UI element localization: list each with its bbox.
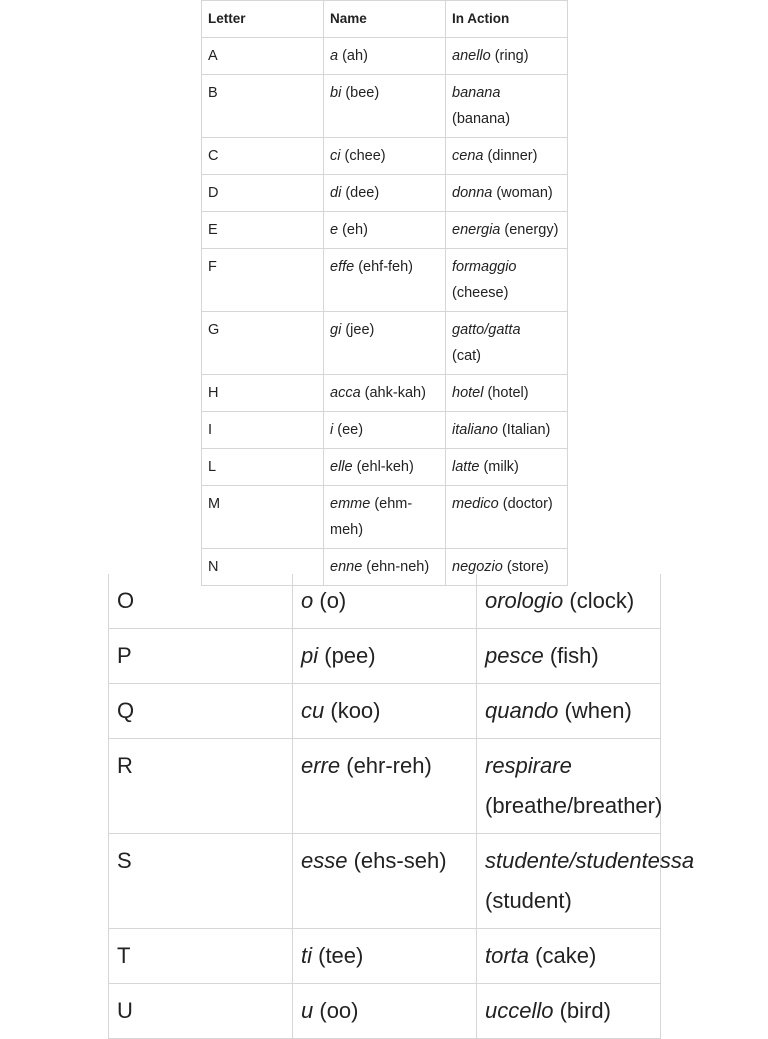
letter-cell: G [202,312,324,375]
example-meaning: (student) [485,888,572,913]
name-word: ti [301,943,312,968]
example-meaning: (hotel) [483,385,529,401]
table-row [202,175,568,212]
letter-cell: I [202,412,324,449]
example-cell [477,834,695,929]
name-cell [324,38,446,75]
letter-cell: L [202,449,324,486]
example-cell [446,486,568,549]
name-pronunciation: (oo) [313,998,359,1023]
table-row [202,138,568,175]
name-cell [324,175,446,212]
example-cell [446,449,568,486]
name-cell [293,739,477,834]
example-word: respirare [485,753,572,778]
example-meaning: (Italian) [497,422,551,438]
letter-cell: Q [109,684,293,739]
example-word: banana [452,85,501,101]
letter-cell: P [109,629,293,684]
example-cell [446,312,568,375]
name-word: bi [330,85,342,101]
example-meaning: (breathe/breather) [485,793,663,818]
example-cell [446,375,568,412]
table-row [202,486,568,549]
example-meaning: (milk) [479,459,519,475]
name-cell [293,629,477,684]
name-word: gi [330,322,342,338]
table-row [202,212,568,249]
letter-cell: T [109,929,293,984]
table-row [202,449,568,486]
header-in-action: In Action [446,1,568,38]
header-name: Name [324,1,446,38]
example-word: latte [452,459,480,475]
name-word: elle [330,459,353,475]
letter-cell: U [109,984,293,1039]
name-pronunciation: (ah) [338,48,368,64]
name-cell [324,486,446,549]
name-cell [324,249,446,312]
name-cell [324,212,446,249]
example-meaning: (dinner) [483,148,538,164]
example-meaning: (banana) [452,111,511,127]
name-pronunciation: (ahk-kah) [360,385,426,401]
letter-cell: E [202,212,324,249]
table-row [109,574,661,629]
example-meaning: (bird) [553,998,611,1023]
name-pronunciation: (chee) [340,148,386,164]
table-row [109,929,661,984]
name-pronunciation: (ehm-meh) [330,496,413,538]
name-word: u [301,998,314,1023]
header-letter: Letter [202,1,324,38]
table-row [202,75,568,138]
example-word: orologio [485,588,564,613]
example-cell [446,175,568,212]
example-word: energia [452,222,501,238]
example-word: hotel [452,385,484,401]
name-pronunciation: (ehs-seh) [347,848,447,873]
example-cell [446,412,568,449]
example-word: anello [452,48,491,64]
example-cell [446,138,568,175]
letter-cell: B [202,75,324,138]
example-cell [477,684,661,739]
letter-cell: O [109,574,293,629]
name-cell [324,375,446,412]
table-row [202,249,568,312]
example-cell [477,574,661,629]
example-word: formaggio [452,259,517,275]
name-cell [293,574,477,629]
example-word: pesce [485,643,544,668]
name-pronunciation: (o) [313,588,347,613]
name-pronunciation: (jee) [341,322,375,338]
table-row [109,834,661,929]
name-word: erre [301,753,341,778]
name-pronunciation: (ehf-feh) [354,259,414,275]
name-pronunciation: (koo) [324,698,381,723]
name-word: a [330,48,339,64]
letter-cell: S [109,834,293,929]
table-row [109,984,661,1039]
name-cell [293,684,477,739]
name-word: emme [330,496,371,512]
table-row [109,684,661,739]
alphabet-table-a-to-n [201,0,568,586]
letter-cell: C [202,138,324,175]
example-word: quando [485,698,559,723]
example-word: medico [452,496,499,512]
letter-cell: D [202,175,324,212]
example-meaning: (ring) [490,48,529,64]
name-cell [324,312,446,375]
table-row [109,739,661,834]
name-cell [324,75,446,138]
example-cell [477,929,661,984]
table-row [202,412,568,449]
example-cell [446,212,568,249]
example-meaning: (fish) [543,643,599,668]
table-header-row [202,1,568,38]
example-word: uccello [485,998,554,1023]
example-word: donna [452,185,493,201]
table-row [202,38,568,75]
name-pronunciation: (pee) [318,643,376,668]
table-row [202,312,568,375]
name-pronunciation: (tee) [312,943,364,968]
example-word: negozio [452,559,503,575]
name-cell [293,984,477,1039]
name-pronunciation: (ehn-neh) [362,559,430,575]
name-word: enne [330,559,363,575]
letter-cell: H [202,375,324,412]
example-meaning: (store) [502,559,549,575]
name-word: e [330,222,339,238]
name-word: ci [330,148,341,164]
example-meaning: (cat) [452,348,481,364]
example-word: italiano [452,422,498,438]
name-word: esse [301,848,348,873]
example-meaning: (cake) [529,943,597,968]
letter-cell: A [202,38,324,75]
name-pronunciation: (eh) [338,222,368,238]
example-cell [477,629,661,684]
name-cell [293,834,477,929]
name-pronunciation: (ee) [333,422,364,438]
name-word: pi [301,643,319,668]
name-word: acca [330,385,361,401]
example-cell [446,75,568,138]
name-pronunciation: (ehr-reh) [340,753,432,778]
example-cell [477,984,661,1039]
letter-cell: F [202,249,324,312]
name-pronunciation: (bee) [341,85,380,101]
example-word: studente/studentessa [485,848,695,873]
example-cell [446,249,568,312]
table-row [202,375,568,412]
example-meaning: (cheese) [452,285,509,301]
name-cell [293,929,477,984]
name-word: di [330,185,342,201]
example-word: gatto/gatta [452,322,521,338]
name-pronunciation: (dee) [341,185,380,201]
example-meaning: (energy) [500,222,559,238]
name-word: effe [330,259,355,275]
name-cell [324,412,446,449]
name-pronunciation: (ehl-keh) [352,459,414,475]
example-meaning: (doctor) [498,496,553,512]
name-word: i [330,422,334,438]
letter-cell: R [109,739,293,834]
name-cell [324,138,446,175]
name-word: o [301,588,314,613]
letter-cell: N [202,549,324,586]
example-meaning: (clock) [563,588,635,613]
table-row [109,629,661,684]
name-word: cu [301,698,325,723]
letter-cell: M [202,486,324,549]
name-cell [324,449,446,486]
example-word: cena [452,148,484,164]
example-meaning: (woman) [492,185,553,201]
example-word: torta [485,943,530,968]
example-cell [446,38,568,75]
example-cell [477,739,661,834]
alphabet-table-o-to-u [108,574,695,1039]
example-meaning: (when) [558,698,632,723]
